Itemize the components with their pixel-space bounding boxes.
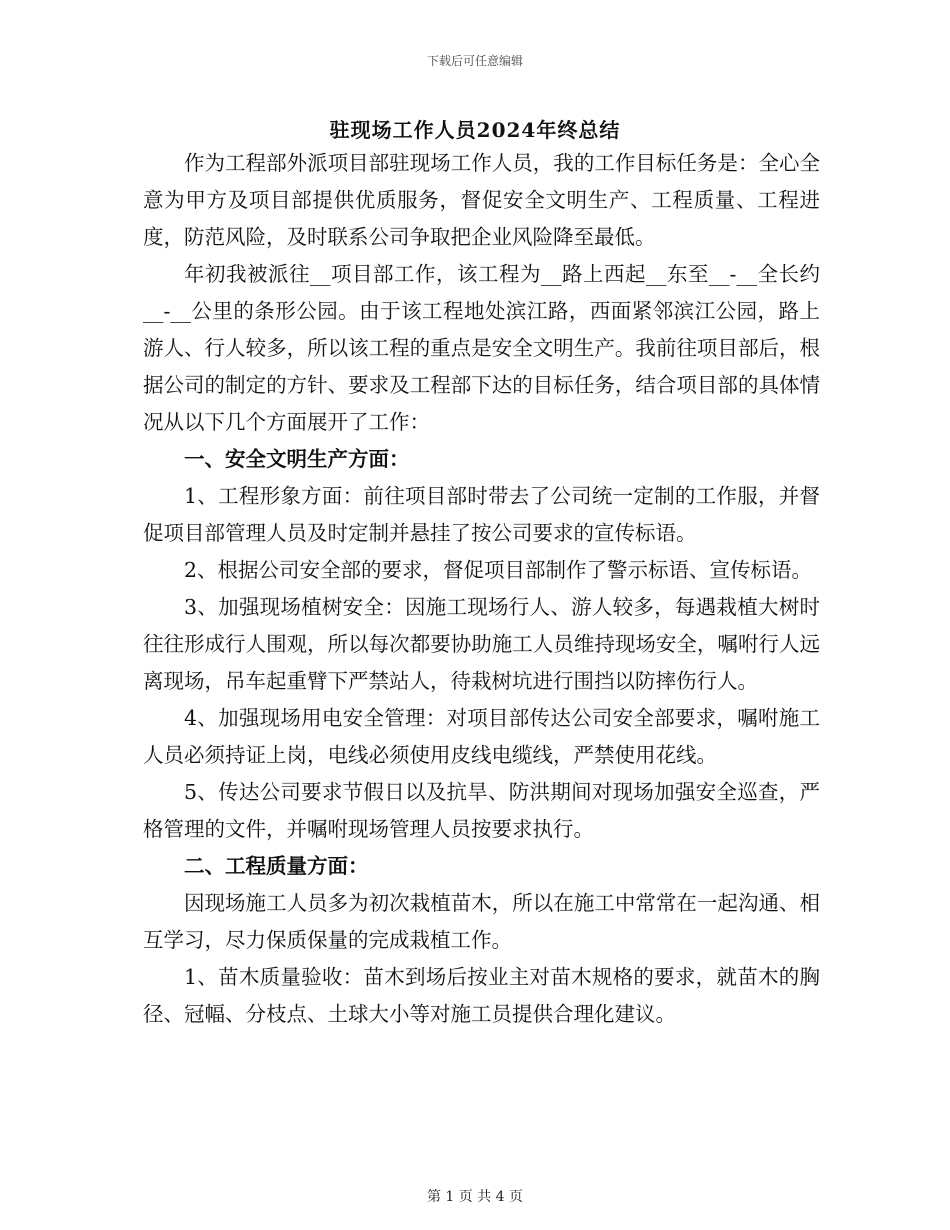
section-heading-safety: 一、安全文明生产方面： xyxy=(184,447,410,471)
section-heading-quality: 二、工程质量方面： xyxy=(184,854,369,878)
page-header-note: 下载后可任意编辑 xyxy=(426,54,523,68)
page-number: 第 1 页 共 4 页 xyxy=(426,1189,524,1205)
document-body xyxy=(143,145,820,1033)
paragraph-safety-item-1: 1、工程形象方面：前往项目部时带去了公司统一定制的工作服，并督促项目部管理人员及时定制并悬挂了按公司要求的宣传标语。 xyxy=(143,484,820,545)
paragraph-quality-item-1: 1、苗木质量验收：苗木到场后按业主对苗木规格的要求，就苗木的胸径、冠幅、分枝点、土球大小等对施工员提供合理化建议。 xyxy=(143,965,820,1026)
paragraph-safety-item-2: 2、根据公司安全部的要求，督促项目部制作了警示标语、宣传标语。 xyxy=(184,558,813,582)
paragraph-background: 年初我被派往__项目部工作，该工程为__路上西起__东至__-__全长约__-__公里的条形公园。由于该工程地处滨江路，西面紧邻滨江公园，路上游人、行人较多，所以该工程的重点是安全文明生产。我前往项目部后，根据公司的制定的方针、要求及工程部下达的目标任务，结合项目部的具体情况从以下几个方面展开了工作： xyxy=(143,262,820,434)
paragraph-safety-item-3: 3、加强现场植树安全：因施工现场行人、游人较多，每遇栽植大树时往往形成行人围观，所以每次都要协助施工人员维持现场安全，嘱咐行人远离现场，吊车起重臂下严禁站人，待栽树坑进行围挡以防摔伤行人。 xyxy=(143,595,820,693)
document-title: 驻现场工作人员2024年终总结 xyxy=(329,118,621,142)
paragraph-safety-item-4: 4、加强现场用电安全管理：对项目部传达公司安全部要求，嘱咐施工人员必须持证上岗，电线必须使用皮线电缆线，严禁使用花线。 xyxy=(143,706,820,767)
paragraph-quality-intro: 因现场施工人员多为初次栽植苗木，所以在施工中常常在一起沟通、相互学习，尽力保质保量的完成栽植工作。 xyxy=(143,891,820,952)
paragraph-safety-item-5: 5、传达公司要求节假日以及抗旱、防洪期间对现场加强安全巡查，严格管理的文件，并嘱咐现场管理人员按要求执行。 xyxy=(143,780,820,841)
paragraph-intro: 作为工程部外派项目部驻现场工作人员，我的工作目标任务是：全心全意为甲方及项目部提供优质服务，督促安全文明生产、工程质量、工程进度，防范风险，及时联系公司争取把企业风险降至最低。 xyxy=(143,151,820,249)
